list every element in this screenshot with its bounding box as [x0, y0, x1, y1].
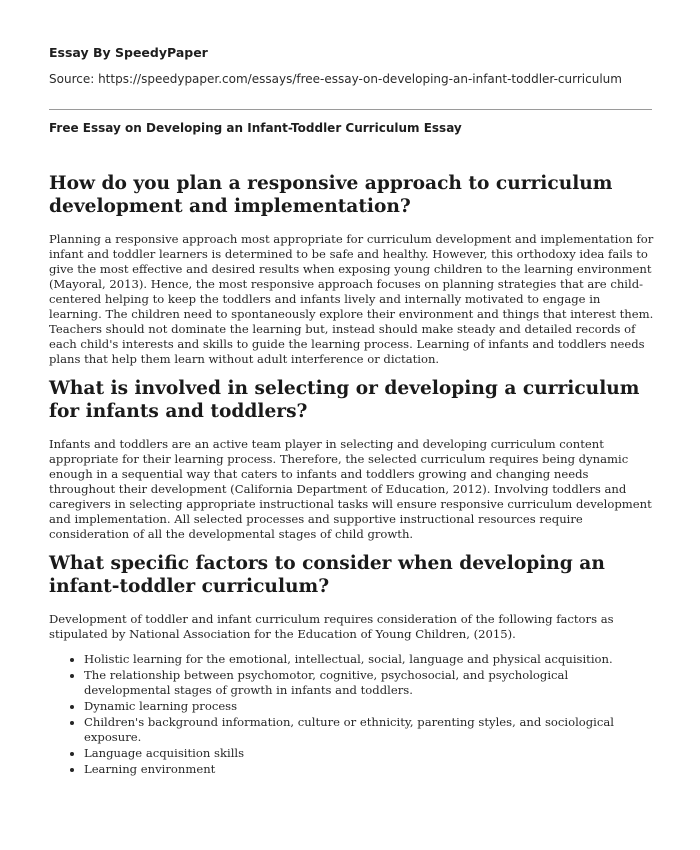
header-divider — [49, 109, 652, 110]
section-heading: What specific factors to consider when developing an infant-toddler curriculum? — [49, 553, 605, 597]
list-item: • Learning environment — [84, 762, 655, 777]
section-heading: What is involved in selecting or developing a curriculum for infants and toddlers? — [49, 378, 640, 422]
list-item: • The relationship between psychomotor, cognitive, psychosocial, and psychological developmental stages of growth in infants and toddlers. — [84, 668, 655, 698]
section-heading: How do you plan a responsive approach to curriculum development and implementation? — [49, 173, 613, 217]
section-specific-factors — [49, 552, 655, 777]
source-url: Source: https://speedypaper.com/essays/free-essay-on-developing-an-infant-toddler-curriculum — [49, 72, 622, 86]
section-paragraph: Infants and toddlers are an active team player in selecting and developing curriculum content appropriate for their learning process. Therefore, the selected curriculum requires being dynamic enough in a sequential way that caters to infants and toddlers growing and changing needs throughout their development (California Department of Education, 2012). Involving toddlers and caregivers in selecting appropriate instructional tasks will ensure responsive curriculum development and implementation. All selected processes and supportive instructional resources require consideration of all the developmental stages of child growth. — [49, 437, 652, 541]
factors-list — [49, 652, 655, 777]
section-paragraph: Planning a responsive approach most appropriate for curriculum development and implementation for infant and toddler learners is determined to be safe and healthy. However, this orthodoxy idea fails to give the most effective and desired results when exposing young children to the learning environment (Mayoral, 2013). Hence, the most responsive approach focuses on planning strategies that are child-centered helping to keep the toddlers and infants lively and internally motivated to engage in learning. The children need to spontaneously explore their environment and things that interest them. Teachers should not dominate the learning but, instead should make steady and detailed records of each child's interests and skills to guide the learning process. Learning of infants and toddlers needs plans that help them learn without adult interference or dictation. — [49, 232, 654, 366]
section-responsive-approach — [49, 172, 655, 367]
brand-name: Essay By SpeedyPaper — [49, 45, 208, 60]
essay-content — [49, 172, 655, 778]
list-item: • Children's background information, culture or ethnicity, parenting styles, and sociological exposure. — [84, 715, 655, 745]
section-selecting-curriculum — [49, 377, 655, 542]
section-paragraph: Development of toddler and infant curriculum requires consideration of the following factors as stipulated by National Association for the Education of Young Children, (2015). — [49, 612, 614, 641]
list-item: • Holistic learning for the emotional, intellectual, social, language and physical acquisition. — [84, 652, 655, 667]
list-item: • Dynamic learning process — [84, 699, 655, 714]
document-title: Free Essay on Developing an Infant-Toddler Curriculum Essay — [49, 121, 462, 135]
list-item: • Language acquisition skills — [84, 746, 655, 761]
